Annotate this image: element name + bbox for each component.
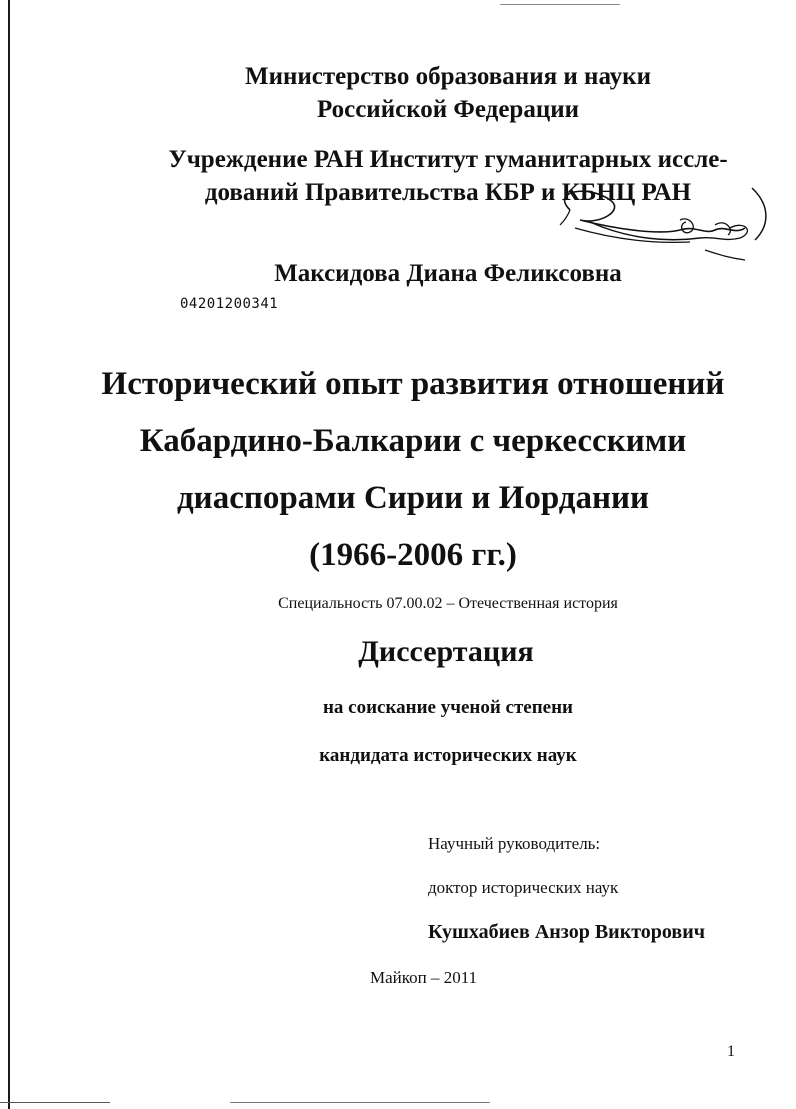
institution-line-2: дований Правительства КБР и КБНЦ РАН xyxy=(204,179,692,206)
title-line-3: диаспорами Сирии и Иордании xyxy=(176,480,650,516)
document-type: Диссертация xyxy=(358,635,534,668)
ministry-heading xyxy=(50,60,796,126)
institution-line-1: Учреждение РАН Институт гуманитарных иссле- xyxy=(168,146,728,173)
scan-artifact-bottom-left xyxy=(0,1102,110,1103)
page-number: 1 xyxy=(727,1043,735,1060)
title-line-1: Исторический опыт развития отношений xyxy=(101,366,725,402)
city-and-year: Майкоп – 2011 xyxy=(370,968,478,987)
supervisor-name: Кушхабиев Анзор Викторович xyxy=(428,921,706,943)
degree-line-1: на соискание ученой степени xyxy=(322,697,573,718)
degree-line-2: кандидата исторических наук xyxy=(319,745,577,766)
degree-statement xyxy=(50,684,796,780)
supervisor-block xyxy=(428,822,705,954)
ministry-line-2: Российской Федерации xyxy=(316,96,580,123)
title-line-4: (1966-2006 гг.) xyxy=(309,537,517,573)
ministry-line-1: Министерство образования и науки xyxy=(244,63,651,90)
scan-artifact-top xyxy=(500,4,620,5)
title-line-2: Кабардино-Балкарии с черкесскими xyxy=(139,423,687,459)
supervisor-label: Научный руководитель: xyxy=(428,834,601,853)
registration-number: 04201200341 xyxy=(180,296,279,312)
scan-edge-line xyxy=(8,0,10,1109)
supervisor-degree: доктор исторических наук xyxy=(428,878,619,897)
specialty-line: Специальность 07.00.02 – Отечественная история xyxy=(278,595,618,612)
dissertation-title xyxy=(15,356,796,584)
author-name: Максидова Диана Феликсовна xyxy=(274,260,622,287)
scan-artifact-bottom-center xyxy=(230,1102,490,1103)
